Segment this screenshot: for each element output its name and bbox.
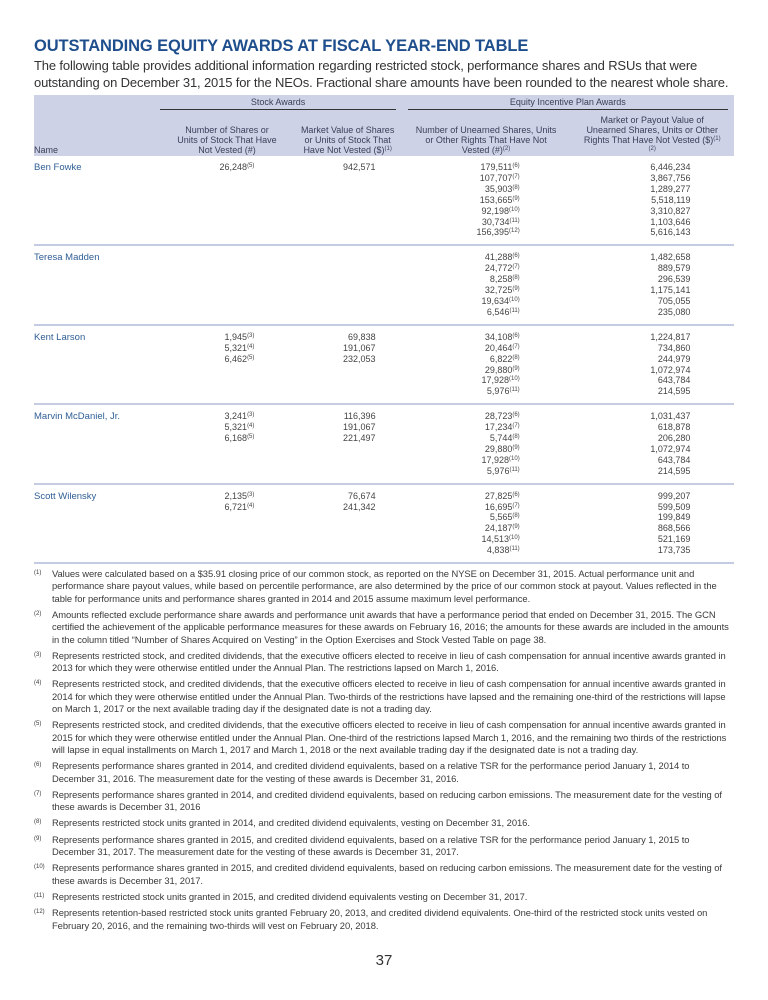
unearned-shares-value: 4,838$^{(11)}$ bbox=[486, 545, 520, 556]
unearned-shares-value: 20,464$^{(7)}$ bbox=[484, 342, 520, 353]
shares-not-vested-value: 3,241$^{(3)}$ bbox=[224, 411, 255, 422]
market-value: 69,838 bbox=[348, 331, 376, 342]
footnote bbox=[34, 817, 734, 829]
footnote bbox=[34, 760, 734, 785]
column-header-market-value: Market Value of Shares or Units of Stock That Have Not Vested ($)$^{(1)}$ bbox=[294, 111, 402, 156]
footnote bbox=[34, 678, 734, 715]
table-row bbox=[34, 156, 734, 245]
payout-value: 235,080 bbox=[657, 306, 691, 317]
payout-value: 1,482,658 bbox=[650, 252, 691, 263]
unearned-shares-value: 28,723$^{(6)}$ bbox=[484, 411, 520, 422]
payout-value: 1,175,141 bbox=[650, 285, 691, 296]
footnote bbox=[34, 834, 734, 859]
market-value: 116,396 bbox=[343, 411, 376, 422]
payout-value: 1,103,646 bbox=[650, 216, 691, 227]
payout-value: 6,446,234 bbox=[650, 162, 691, 172]
unearned-shares-value: 92,198$^{(10)}$ bbox=[481, 205, 520, 216]
payout-value: 5,518,119 bbox=[651, 194, 691, 205]
footnote-text: Values were calculated based on a $35.91 closing price of our common stock, as reported on the NYSE on December 31, 2015. Actual performance unit and performance share payout values, while based on percentile performance, are also determined by the price of our common stock at payout. Values reflected in the table for performance units and performance shares granted in 2014 and 2015 assume maximum level performance. bbox=[52, 568, 717, 604]
unearned-shares-value: 107,707$^{(7)}$ bbox=[479, 172, 520, 183]
footnote-text: Represents performance shares granted in 2015, and credited dividend equivalents, based on a relative TSR for the performance period January 1, 2015 to December 31, 2017. The measurement date for the vesting of these awards is December 31, 2017. bbox=[52, 833, 690, 858]
payout-value: 3,310,827 bbox=[650, 205, 691, 216]
unearned-shares-value: 8,258$^{(8)}$ bbox=[489, 274, 520, 285]
payout-value: 296,539 bbox=[657, 274, 691, 285]
unearned-shares-value: 29,880$^{(9)}$ bbox=[484, 364, 520, 375]
stock-awards-group-header: Stock Awards bbox=[154, 95, 401, 111]
table-row bbox=[34, 484, 734, 563]
document-page bbox=[34, 36, 734, 936]
unearned-shares-value: 27,825$^{(6)}$ bbox=[484, 490, 520, 501]
payout-value: 3,867,756 bbox=[650, 172, 691, 183]
footnote-text: Represents performance shares granted in 2014, and credited dividend equivalents, based on a relative TSR for the performance period January 1, 2014 to December 31, 2016. The measurement date for the vesting of these awards is December 31, 2016. bbox=[52, 760, 690, 784]
market-value: 221,497 bbox=[343, 433, 376, 444]
column-header-row bbox=[34, 111, 734, 156]
unearned-shares-value: 6,822$^{(8)}$ bbox=[489, 353, 520, 364]
unearned-shares-value: 153,665$^{(9)}$ bbox=[479, 194, 520, 205]
footnote bbox=[34, 719, 734, 756]
payout-value: 1,072,974 bbox=[650, 443, 691, 454]
market-value: 76,674 bbox=[348, 490, 376, 501]
unearned-shares-value: 35,903$^{(8)}$ bbox=[484, 183, 520, 194]
column-header-name: Name bbox=[34, 111, 154, 156]
unearned-shares-value: 5,976$^{(11)}$ bbox=[486, 386, 520, 397]
footnote-text: Amounts reflected exclude performance share awards and performance unit awards that have a performance period that ended on December 31, 2015. The GCN certified the achievement of the applicable performance measures for these awards on February 16, 2016; the amounts for these awards are included in the amounts in the column titled “Number of Shares Acquired on Vesting” in the Option Exercises and Stock Vested Table on page 38. bbox=[52, 608, 729, 645]
executive-name: Kent Larson bbox=[34, 331, 86, 343]
footnote-marker: (10) bbox=[34, 864, 45, 871]
table-row bbox=[34, 404, 734, 483]
footnote-marker: (1) bbox=[34, 570, 42, 577]
payout-value: 214,595 bbox=[657, 465, 691, 476]
unearned-shares-value: 29,880$^{(9)}$ bbox=[484, 443, 520, 454]
unearned-shares-value: 17,234$^{(7)}$ bbox=[484, 422, 520, 433]
unearned-shares-value: 14,513$^{(10)}$ bbox=[481, 534, 520, 545]
footnote-marker: (5) bbox=[34, 721, 42, 728]
market-value: 191,067 bbox=[343, 422, 376, 433]
footnote-marker: (7) bbox=[34, 790, 42, 797]
column-header-unearned-shares: Number of Unearned Shares, Units or Other Rights That Have Not Vested (#)$^{(2)}$ bbox=[402, 111, 571, 156]
executive-name: Ben Fowke bbox=[34, 162, 82, 173]
footnote bbox=[34, 891, 734, 903]
footnote-text: Represents restricted stock, and credited dividends, that the executive officers elected to receive in lieu of cash compensation for annual incentive awards granted in 2015 for which they were otherwise entitled under the Annual Plan. One-third of the restrictions lapsed March 1, 2016, and the remaining two thirds of the restrictions will lapse in equal installments on March 1, 2017 and March 1, 2018 or the next available trading day if the designated date is not a trading day. bbox=[52, 719, 727, 755]
payout-value: 618,878 bbox=[657, 422, 691, 433]
footnote-marker: (2) bbox=[34, 610, 42, 617]
payout-value: 1,224,817 bbox=[650, 331, 691, 342]
footnote-marker: (6) bbox=[34, 762, 42, 769]
unearned-shares-value: 19,634$^{(10)}$ bbox=[481, 295, 520, 306]
footnote-marker: (12) bbox=[34, 909, 45, 916]
payout-value: 1,072,974 bbox=[650, 364, 691, 375]
payout-value: 1,031,437 bbox=[650, 411, 691, 422]
group-header-row bbox=[34, 95, 734, 111]
footnote-text: Represents restricted stock units granted in 2015, and credited dividend equivalents vesting on December 31, 2017. bbox=[52, 890, 528, 902]
table-body bbox=[34, 156, 734, 563]
market-value: 942,571 bbox=[343, 162, 376, 172]
footnote bbox=[34, 650, 734, 675]
payout-value: 214,595 bbox=[657, 386, 691, 397]
equity-awards-table bbox=[34, 95, 734, 564]
unearned-shares-value: 156,395$^{(12)}$ bbox=[476, 227, 520, 238]
payout-value: 734,860 bbox=[657, 342, 691, 353]
unearned-shares-value: 24,772$^{(7)}$ bbox=[484, 263, 520, 274]
unearned-shares-value: 41,288$^{(6)}$ bbox=[484, 252, 520, 263]
page-title: OUTSTANDING EQUITY AWARDS AT FISCAL YEAR-END TABLE bbox=[34, 37, 529, 55]
column-header-shares-not-vested: Number of Shares or Units of Stock That Have Not Vested (#) bbox=[154, 111, 293, 156]
footnote bbox=[34, 862, 734, 887]
unearned-shares-value: 17,928$^{(10)}$ bbox=[481, 454, 520, 465]
executive-name: Scott Wilensky bbox=[34, 490, 97, 502]
payout-value: 206,280 bbox=[657, 433, 691, 444]
market-value: 191,067 bbox=[343, 342, 376, 353]
shares-not-vested-value: 6,462$^{(5)}$ bbox=[224, 353, 255, 364]
footnotes bbox=[34, 568, 734, 932]
footnote-text: Represents restricted stock, and credited dividends, that the executive officers elected to receive in lieu of cash compensation for annual incentive awards granted in 2013 for which they were otherwise entitled under the Annual Plan. The restrictions lapsed on March 1, 2016. bbox=[52, 649, 726, 674]
footnote bbox=[34, 789, 734, 814]
footnote bbox=[34, 609, 734, 646]
payout-value: 999,207 bbox=[657, 490, 691, 501]
footnote-text: Represents performance shares granted in 2014, and credited dividend equivalents, based on reducing carbon emissions. The measurement date for the vesting of these awards is December 31, 2016 bbox=[52, 788, 722, 813]
footnote-text: Represents restricted stock units granted in 2014, and credited dividend equivalents, vesting on December 31, 2016. bbox=[52, 817, 530, 829]
footnote-marker: (11) bbox=[34, 892, 45, 899]
footnote-marker: (4) bbox=[34, 680, 42, 687]
payout-value: 643,784 bbox=[657, 375, 691, 386]
table-row bbox=[34, 325, 734, 404]
unearned-shares-value: 32,725$^{(9)}$ bbox=[484, 285, 520, 296]
payout-value: 599,509 bbox=[657, 501, 691, 512]
payout-value: 521,169 bbox=[657, 534, 691, 545]
column-header-payout-value: Market or Payout Value of Unearned Shares, Units or Other Rights That Have Not Vested ($)$^{(1)(2)}$ bbox=[570, 111, 734, 156]
footnote-text: Represents restricted stock, and credited dividends, that the executive officers elected to receive in lieu of cash compensation for annual incentive awards granted in 2014 for which they were otherwise entitled under the Annual Plan. Two-thirds of the restrictions have lapsed and the remaining one-third of the restrictions will lapse on March 1, 2017 or the next available trading day if the designated date is not a trading day. bbox=[52, 678, 726, 715]
unearned-shares-value: 24,187$^{(9)}$ bbox=[484, 523, 520, 534]
footnote-text: Represents retention-based restricted stock units granted February 20, 2013, and credited dividend equivalents. One-third of the restricted stock units vested on February 20, 2016, and the remaining two-thirds will vest on February 20, 2018. bbox=[52, 907, 708, 931]
equity-incentive-group-header: Equity Incentive Plan Awards bbox=[402, 95, 734, 111]
payout-value: 643,784 bbox=[657, 454, 691, 465]
executive-name: Teresa Madden bbox=[34, 252, 100, 264]
payout-value: 244,979 bbox=[657, 353, 691, 364]
unearned-shares-value: 5,976$^{(11)}$ bbox=[486, 465, 520, 476]
page-number: 37 bbox=[375, 952, 393, 969]
unearned-shares-value: 179,511$^{(6)}$ bbox=[480, 162, 520, 172]
payout-value: 5,616,143 bbox=[650, 227, 691, 238]
payout-value: 889,579 bbox=[657, 263, 691, 274]
footnote-marker: (9) bbox=[34, 835, 42, 842]
shares-not-vested-value: 2,135$^{(3)}$ bbox=[224, 490, 255, 501]
shares-not-vested-value: 5,321$^{(4)}$ bbox=[224, 422, 255, 433]
footnote-marker: (3) bbox=[34, 651, 42, 658]
payout-value: 868,566 bbox=[657, 523, 691, 534]
unearned-shares-value: 34,108$^{(6)}$ bbox=[484, 331, 520, 342]
unearned-shares-value: 5,744$^{(8)}$ bbox=[489, 433, 520, 444]
unearned-shares-value: 5,565$^{(8)}$ bbox=[489, 512, 520, 523]
market-value: 241,342 bbox=[343, 501, 376, 512]
shares-not-vested-value: 6,168$^{(5)}$ bbox=[224, 433, 255, 444]
payout-value: 173,735 bbox=[657, 545, 691, 556]
footnote bbox=[34, 568, 734, 605]
footnote bbox=[34, 907, 734, 932]
unearned-shares-value: 30,734$^{(11)}$ bbox=[481, 216, 520, 227]
unearned-shares-value: 6,546$^{(11)}$ bbox=[486, 306, 520, 317]
payout-value: 705,055 bbox=[657, 295, 691, 306]
payout-value: 1,289,277 bbox=[650, 183, 691, 194]
payout-value: 199,849 bbox=[657, 512, 691, 523]
shares-not-vested-value: 5,321$^{(4)}$ bbox=[224, 342, 255, 353]
unearned-shares-value: 16,695$^{(7)}$ bbox=[484, 501, 520, 512]
footnote-marker: (8) bbox=[34, 819, 42, 826]
shares-not-vested-value: 1,945$^{(3)}$ bbox=[224, 331, 255, 342]
market-value: 232,053 bbox=[343, 353, 376, 364]
executive-name: Marvin McDaniel, Jr. bbox=[34, 411, 121, 423]
shares-not-vested-value: 26,248$^{(5)}$ bbox=[219, 162, 255, 172]
footnote-text: Represents performance shares granted in 2015, and credited dividend equivalents, based on reducing carbon emissions. The measurement date for the vesting of these awards is December 31, 2017. bbox=[52, 862, 722, 886]
intro-paragraph: The following table provides additional information regarding restricted stock, performance shares and RSUs that were outstanding on December 31, 2015 for the NEOs. Fractional share amounts have been rounded to the nearest whole share. bbox=[34, 58, 729, 90]
unearned-shares-value: 17,928$^{(10)}$ bbox=[481, 375, 520, 386]
table-row bbox=[34, 245, 734, 324]
shares-not-vested-value: 6,721$^{(4)}$ bbox=[224, 501, 255, 512]
